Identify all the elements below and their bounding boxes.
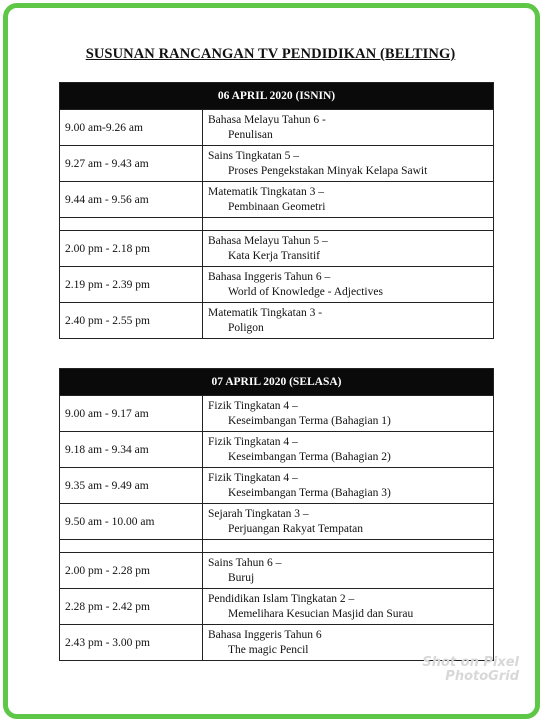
- slot-subject: Matematik Tingkatan 3 –: [208, 185, 324, 198]
- slot-subject: Pendidikan Islam Tingkatan 2 –: [208, 592, 355, 605]
- table-row: [60, 468, 494, 504]
- table-row: [60, 504, 494, 540]
- slot-subject: Bahasa Melayu Tahun 5 –: [208, 234, 328, 247]
- slot-program: [203, 182, 494, 218]
- slot-time: 9.35 am - 9.49 am: [60, 468, 203, 504]
- table-row: [60, 146, 494, 182]
- slot-time: 2.19 pm - 2.39 pm: [60, 267, 203, 303]
- slot-subject: Bahasa Inggeris Tahun 6 –: [208, 270, 331, 283]
- slot-subject: Fizik Tingkatan 4 –: [208, 399, 298, 412]
- table-row: [60, 182, 494, 218]
- table-row: [60, 303, 494, 339]
- slot-time: 2.00 pm - 2.18 pm: [60, 231, 203, 267]
- slot-time: 9.27 am - 9.43 am: [60, 146, 203, 182]
- table-row: [60, 231, 494, 267]
- day-date-label: 06 APRIL 2020 (ISNIN): [60, 83, 494, 110]
- slot-time: 9.50 am - 10.00 am: [60, 504, 203, 540]
- break-cell: [203, 218, 494, 231]
- slot-time: 2.00 pm - 2.28 pm: [60, 553, 203, 589]
- slot-subject: Sejarah Tingkatan 3 –: [208, 507, 309, 520]
- break-cell: [60, 540, 203, 553]
- slot-program: [203, 231, 494, 267]
- slot-topic: Proses Pengekstakan Minyak Kelapa Sawit: [228, 164, 428, 177]
- slot-topic: Pembinaan Geometri: [228, 200, 326, 213]
- watermark-line-2: PhotoGrid: [445, 669, 519, 684]
- slot-topic: Keseimbangan Terma (Bahagian 3): [228, 486, 391, 499]
- table-row: [60, 589, 494, 625]
- slot-subject: Bahasa Melayu Tahun 6 -: [208, 113, 326, 126]
- slot-topic: Keseimbangan Terma (Bahagian 2): [228, 450, 391, 463]
- slot-time: 9.00 am - 9.17 am: [60, 396, 203, 432]
- page-title: SUSUNAN RANCANGAN TV PENDIDIKAN (BELTING): [85, 46, 456, 62]
- slot-time: 2.43 pm - 3.00 pm: [60, 625, 203, 661]
- table-row: [60, 267, 494, 303]
- table-row: [60, 396, 494, 432]
- break-row: [60, 540, 494, 553]
- day-header: [60, 369, 494, 396]
- break-row: [60, 218, 494, 231]
- table-row: [60, 110, 494, 146]
- photo-watermark: [422, 656, 519, 684]
- table-row: [60, 432, 494, 468]
- slot-subject: Fizik Tingkatan 4 –: [208, 471, 298, 484]
- slot-program: [203, 504, 494, 540]
- slot-time: 2.40 pm - 2.55 pm: [60, 303, 203, 339]
- slot-topic: Keseimbangan Terma (Bahagian 1): [228, 414, 391, 427]
- slot-time: 9.44 am - 9.56 am: [60, 182, 203, 218]
- slot-topic: World of Knowledge - Adjectives: [228, 285, 383, 298]
- slot-topic: Poligon: [228, 321, 264, 334]
- slot-topic: Memelihara Kesucian Masjid dan Surau: [228, 607, 414, 620]
- slot-time: 2.28 pm - 2.42 pm: [60, 589, 203, 625]
- slot-time: 9.18 am - 9.34 am: [60, 432, 203, 468]
- slot-program: [203, 396, 494, 432]
- break-cell: [203, 540, 494, 553]
- slot-program: [203, 468, 494, 504]
- table-row: [60, 553, 494, 589]
- slot-subject: Sains Tingkatan 5 –: [208, 149, 300, 162]
- day-date-label: 07 APRIL 2020 (SELASA): [60, 369, 494, 396]
- slot-topic: Buruj: [228, 571, 255, 584]
- slot-topic: The magic Pencil: [228, 643, 309, 656]
- schedule-table-day-2: [59, 368, 494, 661]
- slot-topic: Perjuangan Rakyat Tempatan: [228, 522, 364, 535]
- slot-program: [203, 553, 494, 589]
- schedule-table-day-1: [59, 82, 494, 339]
- slot-program: [203, 267, 494, 303]
- slot-program: [203, 303, 494, 339]
- slot-program: [203, 589, 494, 625]
- slot-subject: Fizik Tingkatan 4 –: [208, 435, 298, 448]
- slot-subject: Sains Tahun 6 –: [208, 556, 282, 569]
- slot-program: [203, 432, 494, 468]
- slot-subject: Bahasa Inggeris Tahun 6: [208, 628, 322, 641]
- slot-time: 9.00 am-9.26 am: [60, 110, 203, 146]
- slot-topic: Penulisan: [228, 128, 273, 141]
- watermark-line-1: Shot on Pixel: [422, 655, 519, 670]
- slot-program: [203, 110, 494, 146]
- break-cell: [60, 218, 203, 231]
- slot-subject: Matematik Tingkatan 3 -: [208, 306, 323, 319]
- slot-program: [203, 146, 494, 182]
- slot-topic: Kata Kerja Transitif: [228, 249, 320, 262]
- day-header: [60, 83, 494, 110]
